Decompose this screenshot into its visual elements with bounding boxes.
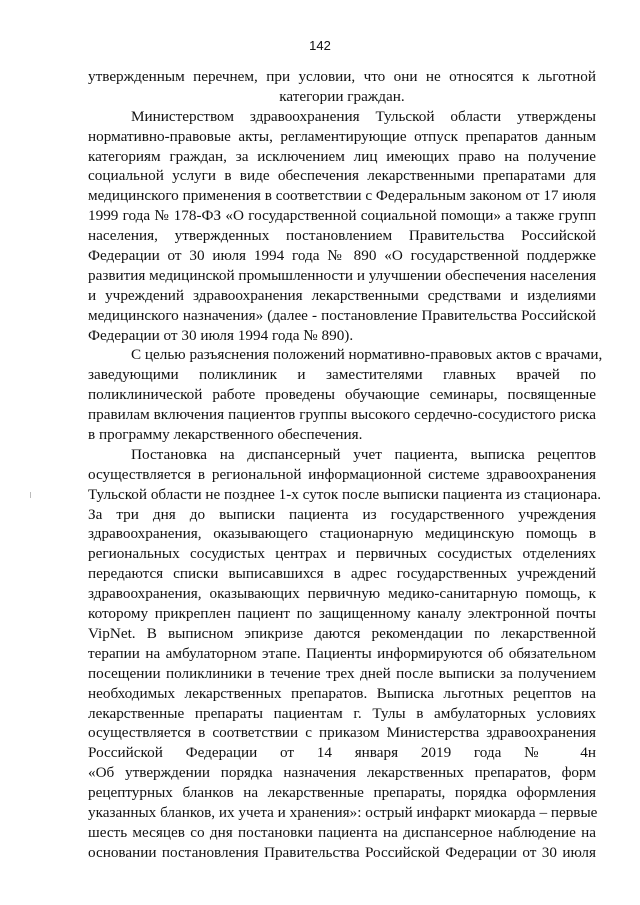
text-line: Министерством здравоохранения Тульской области утверждены — [131, 107, 596, 125]
text-line: региональных сосудистых центрах и первичных сосудистых отделениях — [88, 545, 596, 563]
text-line: За три дня до выписки пациента из государственного учреждения — [88, 505, 596, 523]
text-line: «Об утверждении порядка назначения лекарственных препаратов, форм — [88, 764, 596, 782]
text-line: категориям граждан, за исключением лиц имеющих право на получение — [88, 147, 596, 165]
margin-mark — [30, 492, 31, 498]
text-line: заведующими поликлиник и заместителями главных врачей по — [88, 366, 596, 384]
text-line: Федерации от 30 июля 1994 года № 890). — [88, 326, 354, 344]
text-line: посещении поликлиники в течение трех дней после выписки за получением — [88, 664, 596, 682]
text-line: терапии на амбулаторном этапе. Пациенты информируются об обязательном — [88, 644, 596, 662]
text-line: медицинского назначения» (далее - постановление Правительства Российской — [88, 306, 596, 324]
text-line: поликлинической работе проведены обучающие семинары, посвященные — [88, 386, 596, 404]
text-line: основании постановления Правительства Российской Федерации от 30 июля — [88, 843, 596, 861]
text-line: и учреждений здравоохранения лекарственными средствами и изделиями — [88, 286, 596, 304]
text-line: С целью разъяснения положений нормативно-правовых актов с врачами, — [131, 346, 603, 364]
text-line: рецептурных бланков на лекарственные препараты, порядка оформления — [88, 784, 596, 802]
text-line: в программу лекарственного обеспечения. — [88, 426, 363, 444]
text-line: которому прикреплен пациент по защищенному каналу электронной почты — [88, 605, 596, 623]
text-line: социальной услуги в виде обеспечения лекарственными препаратами для — [88, 167, 596, 185]
text-line: 1999 года № 178-ФЗ «О государственной социальной помощи» а также групп — [88, 207, 596, 225]
text-line: утвержденным перечнем, при условии, что они не относятся к льготной — [88, 68, 596, 85]
text-line: правилам включения пациентов группы высокого сердечно-сосудистого риска — [88, 406, 596, 424]
text-line: VipNet. В выписном эпикризе даются рекомендации по лекарственной — [88, 624, 596, 642]
text-line: Тульской области не позднее 1-х суток после выписки пациента из стационара. — [88, 485, 602, 503]
text-line: осуществляется в соответствии с приказом Министерства здравоохранения — [88, 724, 596, 742]
text-line: передаются списки выписавшихся в адрес государственных учреждений — [88, 565, 596, 583]
text-line: населения, утвержденных постановлением Правительства Российской — [88, 227, 596, 245]
text-line: Федерации от 30 июля 1994 года № 890 «О государственной поддержке — [88, 247, 596, 265]
document-body — [88, 67, 603, 863]
text-line: Российской Федерации от 14 января 2019 года № 4н — [88, 744, 596, 762]
text-line: нормативно-правовые акты, регламентирующие отпуск препаратов данным — [88, 127, 596, 145]
text-line: осуществляется в региональной информационной системе здравоохранения — [88, 465, 596, 483]
text-line: категории граждан. — [279, 87, 405, 105]
text-line: медицинского применения в соответствии с Федеральным законом от 17 июля — [88, 187, 596, 205]
text-line: здравоохранения, оказывающих первичную медико-санитарную помощь, к — [88, 585, 596, 603]
text-line: необходимых лекарственных препаратов. Выписка льготных рецептов на — [88, 684, 596, 702]
text-line: лекарственные препараты пациентам г. Тулы в амбулаторных условиях — [88, 704, 596, 722]
text-line: указанных бланков, их учета и хранения»: острый инфаркт миокарда – первые — [88, 803, 598, 821]
text-line: здравоохранения, оказывающего стационарную медицинскую помощь в — [88, 525, 596, 543]
text-line: Постановка на диспансерный учет пациента, выписка рецептов — [131, 445, 596, 463]
text-line: шесть месяцев со дня постановки пациента на диспансерное наблюдение на — [88, 823, 596, 841]
page-number: 142 — [309, 38, 331, 53]
text-line: развития медицинской промышленности и улучшении обеспечения населения — [88, 266, 597, 284]
